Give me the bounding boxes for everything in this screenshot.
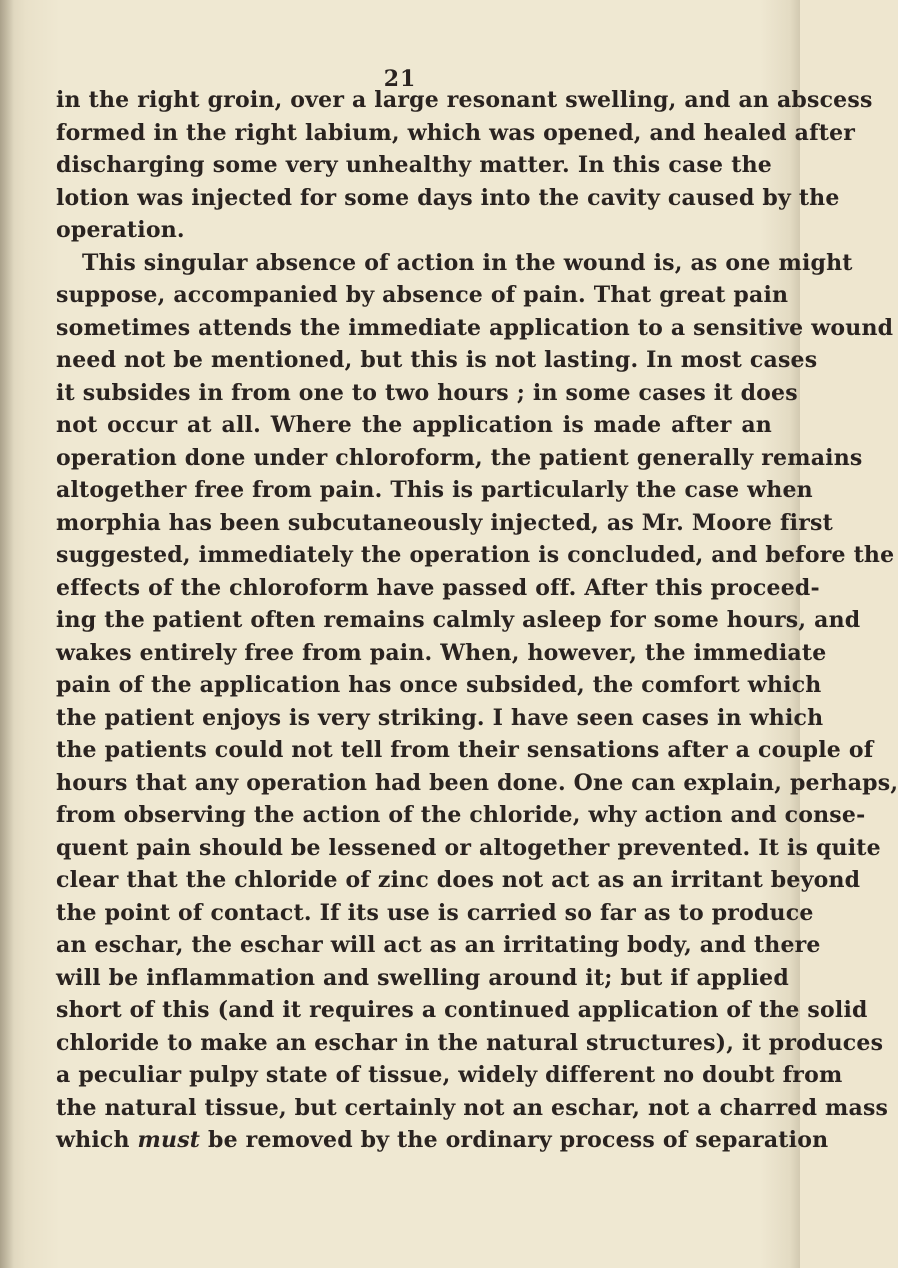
page-number: 21 — [383, 66, 417, 92]
text-line: discharging some very unhealthy matter. In this case the — [56, 152, 772, 178]
text-line: pain of the application has once subsided, the comfort which — [56, 672, 822, 698]
text-line: chloride to make an eschar in the natural structures), it produces — [56, 1029, 884, 1056]
text-line: in the right groin, over a large resonant swelling, and an abscess — [56, 87, 873, 113]
text-line: not occur at all. Where the application is made after an — [56, 412, 772, 438]
text-line: a peculiar pulpy state of tissue, widely different no doubt from — [56, 1062, 843, 1088]
text-line: from observing the action of the chloride, why action and conse- — [56, 802, 866, 828]
body-text — [56, 84, 898, 1157]
text-line: wakes entirely free from pain. When, however, the immediate — [56, 639, 827, 666]
final-line-end: be removed by the ordinary process of separation — [200, 1127, 829, 1153]
text-line: an eschar, the eschar will act as an irritating body, and there — [56, 932, 821, 958]
text-line: the patients could not tell from their sensations after a couple of — [56, 737, 874, 763]
final-line-start: which — [56, 1127, 138, 1153]
text-line: sometimes attends the immediate application to a sensitive wound — [56, 314, 894, 341]
text-line: the patient enjoys is very striking. I have seen cases in which — [56, 704, 824, 731]
text-line: effects of the chloroform have passed off. After this proceed- — [56, 574, 820, 601]
text-line: suggested, immediately the operation is concluded, and before the — [56, 542, 895, 568]
gutter-shadow — [0, 0, 14, 1268]
text-line: formed in the right labium, which was opened, and healed after — [56, 119, 856, 146]
text-line: short of this (and it requires a continued application of the solid — [56, 997, 868, 1023]
text-line: it subsides in from one to two hours ; in some cases it does — [56, 379, 798, 406]
text-line: the point of contact. If its use is carried so far as to produce — [56, 899, 814, 926]
text-line: altogether free from pain. This is particularly the case when — [56, 477, 813, 503]
text-line: ing the patient often remains calmly asleep for some hours, and — [56, 607, 861, 633]
text-line: operation done under chloroform, the patient generally remains — [56, 444, 863, 471]
text-line: morphia has been subcutaneously injected, as Mr. Moore first — [56, 509, 833, 536]
text-line: clear that the chloride of zinc does not act as an irritant beyond — [56, 867, 861, 893]
text-line: quent pain should be lessened or altogether prevented. It is quite — [56, 834, 881, 861]
text-line: need not be mentioned, but this is not lasting. In most cases — [56, 347, 818, 373]
emphasized-word: must — [137, 1127, 201, 1153]
text-line: lotion was injected for some days into the cavity caused by the — [56, 184, 840, 211]
text-line: will be inflammation and swelling around it; but if applied — [56, 964, 789, 991]
text-line: suppose, accompanied by absence of pain. That great pain — [56, 282, 789, 308]
text-line: operation. — [56, 217, 185, 243]
text-line-final — [56, 1124, 829, 1157]
text-line: the natural tissue, but certainly not an eschar, not a charred mass — [56, 1094, 889, 1121]
text-line: hours that any operation had been done. One can explain, perhaps, — [56, 769, 898, 796]
text-line: This singular absence of action in the wound is, as one might — [82, 249, 853, 276]
